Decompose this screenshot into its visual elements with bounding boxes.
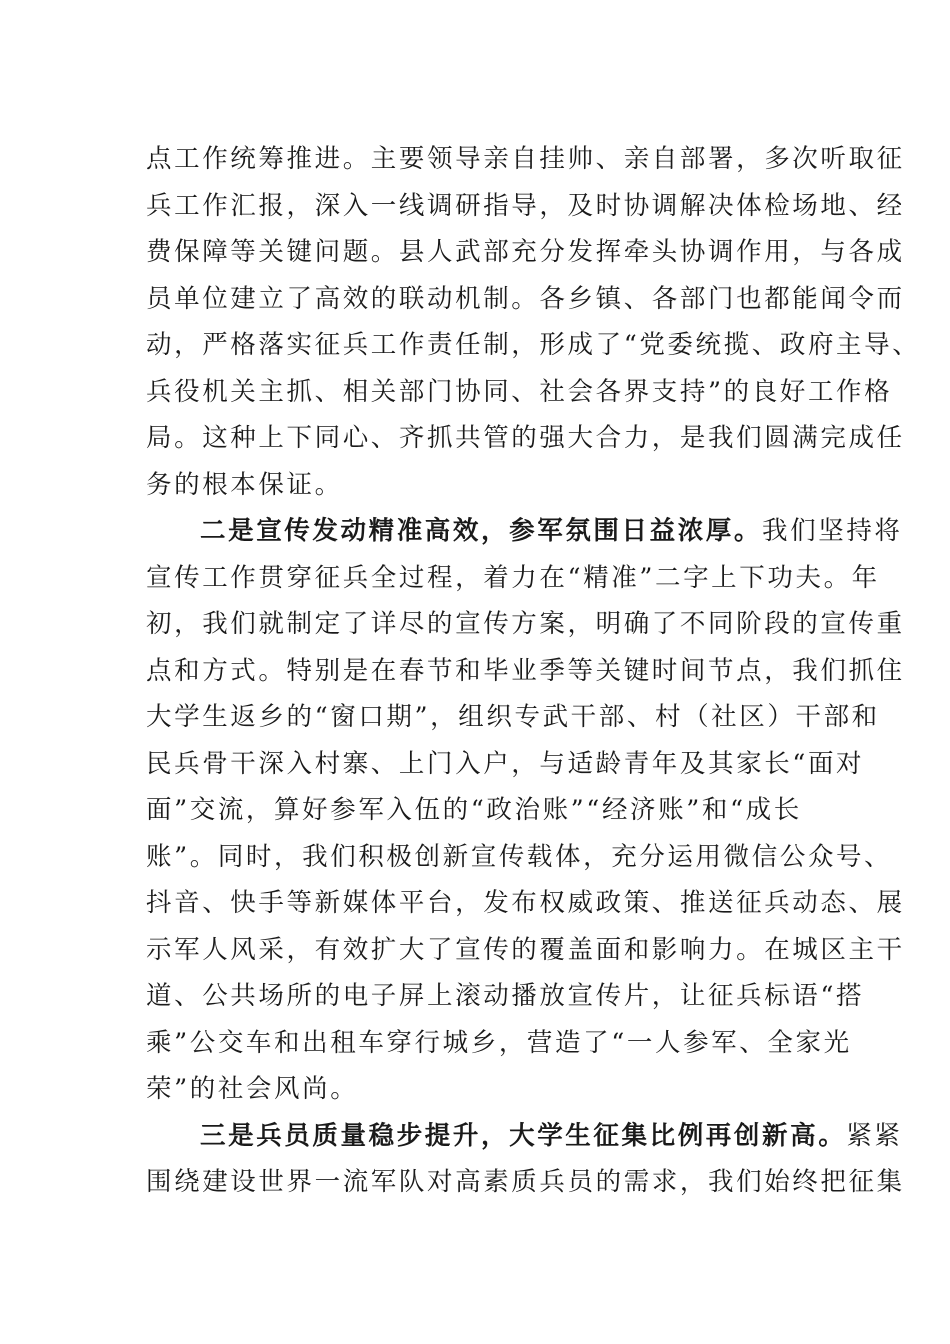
- text-line: 面”交流，算好参军入伍的“政治账”“经济账”和“成长: [146, 795, 802, 825]
- paragraph-first-line: [146, 1113, 903, 1160]
- text-line: 务的根本保证。: [146, 469, 343, 500]
- text-line: 点和方式。特别是在春节和毕业季等关键时间节点，我们抓住: [146, 655, 905, 686]
- text-line: 乘”公交车和出租车穿行城乡，营造了“一人参军、全家光: [146, 1027, 852, 1058]
- text-line: 围绕建设世界一流军队对高素质兵员的需求，我们始终把征集: [146, 1167, 905, 1197]
- text-line: 兵役机关主抓、相关部门协同、社会各界支持”的良好工作格: [146, 376, 893, 407]
- text-line: 动，严格落实征兵工作责任制，形成了“党委统揽、政府主导、: [146, 330, 921, 360]
- text-line: 抖音、快手等新媒体平台，发布权威政策、推送征兵动态、展: [146, 888, 905, 918]
- text-line: 大学生返乡的“窗口期”，组织专武干部、村（社区）干部和: [146, 702, 880, 732]
- paragraph-heading: 二是宣传发动精准高效，参军氛围日益浓厚。: [200, 516, 763, 546]
- paragraph-text: 紧紧: [846, 1120, 903, 1151]
- text-line: 民兵骨干深入村寨、上门入户，与适龄青年及其家长“面对: [146, 748, 865, 779]
- paragraph-text: 我们坚持将: [762, 516, 903, 546]
- text-line: 示军人风采，有效扩大了宣传的覆盖面和影响力。在城区主干: [146, 934, 905, 965]
- text-line: 道、公共场所的电子屏上滚动播放宣传片，让征兵标语“搭: [146, 981, 865, 1011]
- text-line: 费保障等关键问题。县人武部充分发挥牵头协调作用，与各成: [146, 237, 905, 267]
- paragraph-heading: 三是兵员质量稳步提升，大学生征集比例再创新高。: [200, 1120, 847, 1151]
- paragraph-first-line: [146, 508, 903, 555]
- text-line: 点工作统筹推进。主要领导亲自挂帅、亲自部署，多次听取征: [146, 144, 905, 174]
- text-line: 局。这种上下同心、齐抓共管的强大合力，是我们圆满完成任: [146, 423, 905, 453]
- text-line: 兵工作汇报，深入一线调研指导，及时协调解决体检场地、经: [146, 190, 905, 221]
- text-line: 荣”的社会风尚。: [146, 1074, 359, 1104]
- document-body: [146, 136, 921, 1206]
- text-line: 宣传工作贯穿征兵全过程，着力在“精准”二字上下功夫。年: [146, 562, 880, 593]
- text-line: 账”。同时，我们积极创新宣传载体，充分运用微信公众号、: [146, 841, 893, 872]
- text-line: 初，我们就制定了详尽的宣传方案，明确了不同阶段的宣传重: [146, 609, 905, 639]
- text-line: 员单位建立了高效的联动机制。各乡镇、各部门也都能闻令而: [146, 283, 905, 314]
